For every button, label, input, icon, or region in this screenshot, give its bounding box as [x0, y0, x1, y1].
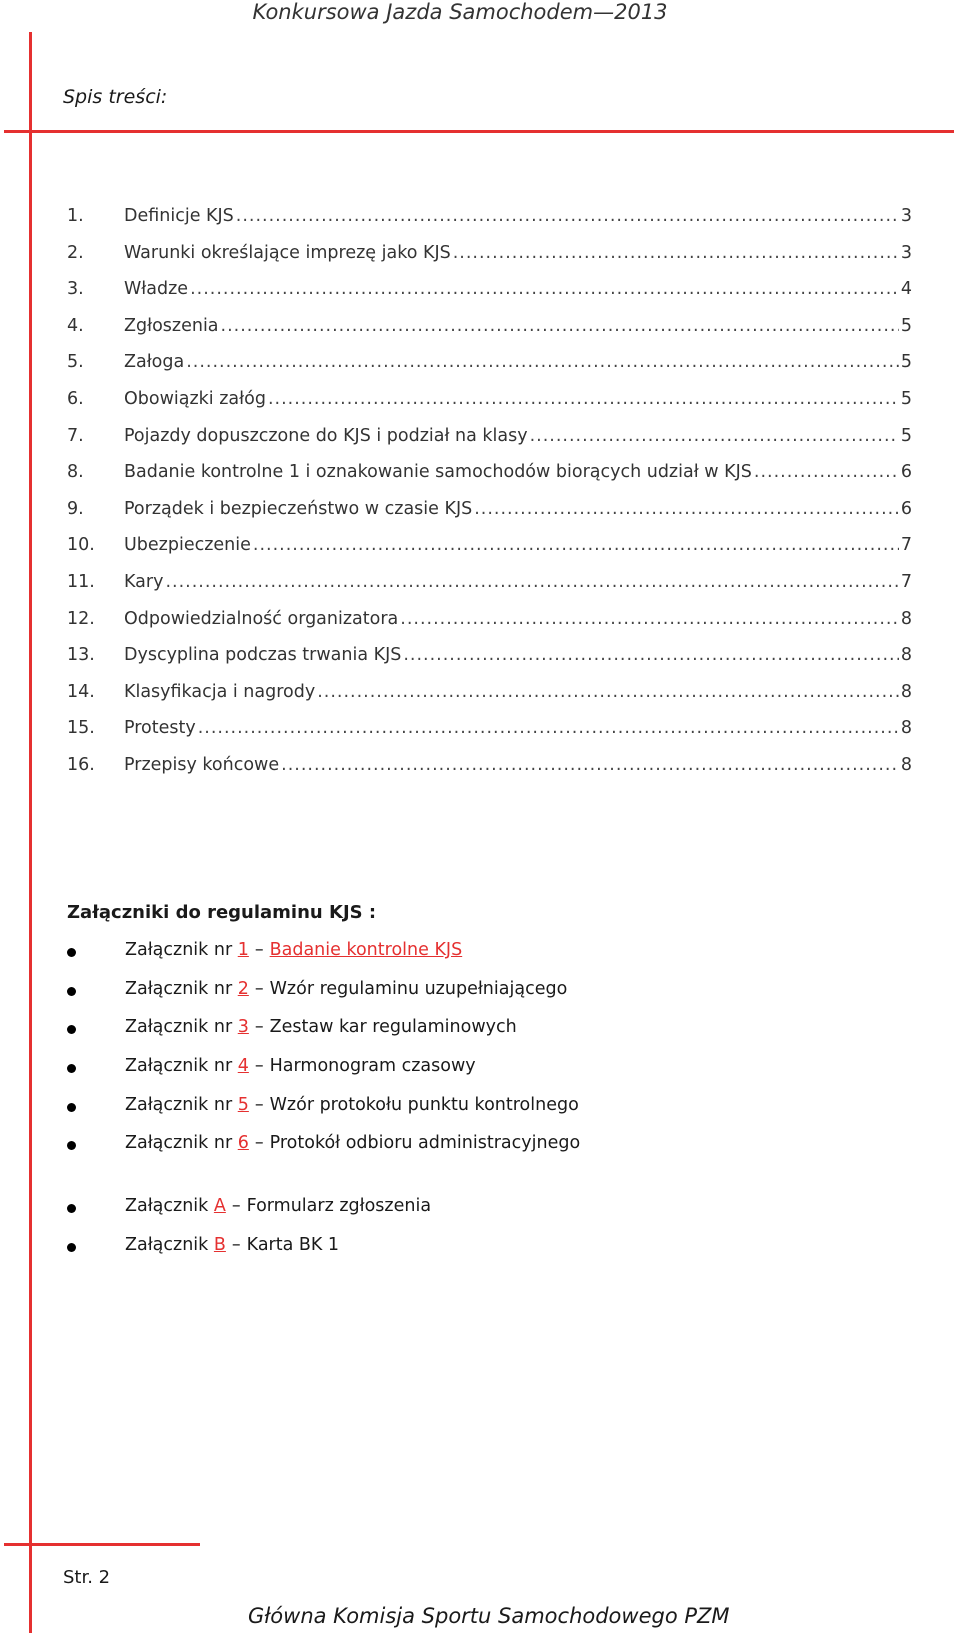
attachment-dash: – — [254, 978, 264, 999]
attachment-prefix: Załącznik nr — [125, 1133, 233, 1154]
toc-leader — [474, 499, 899, 519]
toc-leader — [253, 535, 899, 555]
toc-page: 7 — [900, 571, 912, 592]
attachment-prefix: Załącznik nr — [125, 1094, 233, 1115]
toc-text: Kary — [124, 571, 164, 592]
bullet-icon — [67, 1064, 76, 1073]
attachment-item — [67, 1095, 927, 1134]
toc-entry[interactable] — [67, 316, 912, 353]
margin-rule-vertical — [29, 32, 32, 1633]
toc-text: Protesty — [124, 718, 196, 739]
toc-text: Pojazdy dopuszczone do KJS i podział na klasy — [124, 425, 528, 446]
toc-leader — [165, 572, 898, 592]
toc-entry[interactable] — [67, 572, 912, 609]
toc-page: 6 — [900, 462, 912, 483]
attachment-prefix: Załącznik — [125, 1234, 209, 1255]
bullet-icon — [67, 987, 76, 996]
attachment-item — [67, 1196, 927, 1235]
attachment-item — [67, 979, 927, 1018]
toc-text: Załoga — [124, 352, 185, 373]
toc-entry[interactable] — [67, 279, 912, 316]
toc-number: 15. — [67, 718, 95, 739]
running-footer: Główna Komisja Sportu Samochodowego PZM — [248, 1604, 730, 1628]
attachment-text — [125, 940, 462, 960]
attachment-dash: – — [254, 940, 264, 960]
toc-leader — [281, 755, 899, 775]
attachment-text — [125, 1235, 339, 1255]
attachment-link[interactable]: 4 — [237, 1056, 249, 1077]
attachment-desc: Protokół odbioru administracyjnego — [269, 1133, 581, 1154]
toc-leader — [530, 426, 899, 446]
toc-entry[interactable] — [67, 352, 912, 389]
toc-entry[interactable] — [67, 243, 912, 280]
toc-number: 5. — [67, 352, 84, 373]
attachment-link[interactable]: 6 — [237, 1133, 249, 1154]
toc-page: 8 — [900, 718, 912, 739]
toc-number: 4. — [67, 315, 84, 336]
toc-text: Badanie kontrolne 1 i oznakowanie samochodów biorących udział w KJS — [124, 462, 752, 483]
attachment-link[interactable]: 1 — [237, 940, 249, 960]
toc-page: 4 — [900, 279, 912, 300]
toc-text: Dyscyplina podczas trwania KJS — [124, 645, 402, 666]
attachment-link[interactable]: 2 — [237, 978, 249, 999]
toc-page: 5 — [900, 315, 912, 336]
toc-text: Odpowiedzialność organizatora — [124, 608, 399, 629]
toc-number: 11. — [67, 571, 95, 592]
bullet-icon — [67, 1103, 76, 1112]
toc-leader — [198, 718, 899, 738]
attachment-desc: Wzór protokołu punktu kontrolnego — [269, 1094, 579, 1115]
toc-text: Władze — [124, 279, 189, 300]
toc-leader — [754, 462, 899, 482]
attachment-desc: Wzór regulaminu uzupełniającego — [269, 978, 568, 999]
bullet-icon — [67, 1243, 76, 1252]
attachment-desc: Formularz zgłoszenia — [246, 1196, 432, 1216]
toc-entry[interactable] — [67, 426, 912, 463]
toc-page: 7 — [900, 535, 912, 556]
toc-leader — [317, 682, 899, 702]
attachment-dash: – — [254, 1094, 264, 1115]
toc-number: 6. — [67, 388, 84, 409]
attachment-link[interactable]: 5 — [237, 1094, 249, 1115]
attachment-text — [125, 1017, 517, 1037]
attachment-link[interactable]: 3 — [237, 1017, 249, 1038]
attachments-extra-list — [67, 1196, 927, 1273]
toc-page: 6 — [900, 498, 912, 519]
toc-leader — [400, 609, 899, 629]
toc-number: 9. — [67, 498, 84, 519]
attachment-prefix: Załącznik — [125, 1196, 209, 1216]
attachment-text — [125, 1133, 580, 1153]
attachments-title: Załączniki do regulaminu KJS : — [67, 902, 377, 923]
toc-entry[interactable] — [67, 755, 912, 792]
toc-number: 13. — [67, 645, 95, 666]
attachment-text — [125, 1056, 476, 1076]
page-number: Str. 2 — [63, 1567, 111, 1588]
attachment-prefix: Załącznik nr — [125, 1056, 233, 1077]
toc-text: Ubezpieczenie — [124, 535, 251, 556]
attachment-desc: Harmonogram czasowy — [269, 1056, 476, 1077]
toc-number: 8. — [67, 462, 84, 483]
attachment-dash: – — [231, 1234, 241, 1255]
attachment-text — [125, 1095, 579, 1115]
bullet-icon — [67, 1141, 76, 1150]
toc-text: Przepisy końcowe — [124, 754, 280, 775]
toc-page: 8 — [900, 681, 912, 702]
toc-text: Zgłoszenia — [124, 315, 219, 336]
toc-text: Obowiązki załóg — [124, 388, 266, 409]
attachment-dash: – — [231, 1196, 241, 1216]
attachment-item — [67, 1133, 927, 1172]
attachment-item — [67, 1056, 927, 1095]
toc-leader — [403, 645, 899, 665]
attachment-item — [67, 940, 927, 979]
toc-number: 7. — [67, 425, 84, 446]
toc-page: 8 — [900, 754, 912, 775]
toc-page: 5 — [900, 425, 912, 446]
toc-entry[interactable] — [67, 535, 912, 572]
toc-text: Warunki określające imprezę jako KJS — [124, 242, 451, 263]
bullet-icon — [67, 1025, 76, 1034]
toc-leader — [221, 316, 899, 336]
toc-entry[interactable] — [67, 499, 912, 536]
toc-number: 3. — [67, 279, 84, 300]
attachment-dash: – — [254, 1056, 264, 1077]
attachment-prefix: Załącznik nr — [125, 978, 233, 999]
bullet-icon — [67, 948, 76, 957]
toc-leader — [190, 279, 899, 299]
toc-page: 8 — [900, 645, 912, 666]
attachment-text — [125, 979, 567, 999]
attachment-link[interactable]: A — [213, 1196, 226, 1216]
attachment-item — [67, 1235, 927, 1274]
toc-leader — [186, 352, 899, 372]
toc-number: 2. — [67, 242, 84, 263]
toc-entry[interactable] — [67, 389, 912, 426]
toc-page: 5 — [900, 388, 912, 409]
toc-page: 3 — [900, 206, 912, 226]
toc-number: 14. — [67, 681, 95, 702]
toc-leader — [236, 206, 899, 226]
attachment-desc-link[interactable]: Badanie kontrolne KJS — [269, 940, 463, 960]
attachment-prefix: Załącznik nr — [125, 940, 233, 960]
table-of-contents — [67, 206, 912, 792]
toc-page: 3 — [900, 242, 912, 263]
attachment-dash: – — [254, 1017, 264, 1038]
toc-entry[interactable] — [67, 206, 912, 243]
toc-text: Definicje KJS — [124, 206, 234, 226]
header-rule — [4, 130, 954, 133]
toc-leader — [268, 389, 899, 409]
toc-number: 10. — [67, 535, 95, 556]
attachment-desc: Zestaw kar regulaminowych — [269, 1017, 517, 1038]
toc-entry[interactable] — [67, 462, 912, 499]
attachment-item — [67, 1017, 927, 1056]
toc-page: 5 — [900, 352, 912, 373]
attachment-prefix: Załącznik nr — [125, 1017, 233, 1038]
toc-title: Spis treści: — [63, 86, 168, 108]
toc-leader — [453, 243, 899, 263]
attachment-text — [125, 1196, 431, 1216]
attachment-dash: – — [254, 1133, 264, 1154]
toc-entry[interactable] — [67, 609, 912, 646]
bullet-icon — [67, 1204, 76, 1213]
toc-number: 12. — [67, 608, 95, 629]
attachment-desc: Karta BK 1 — [246, 1234, 340, 1255]
toc-page: 8 — [900, 608, 912, 629]
running-header: Konkursowa Jazda Samochodem—2013 — [252, 0, 668, 24]
toc-entry[interactable] — [67, 682, 912, 719]
toc-number: 16. — [67, 754, 95, 775]
toc-text: Klasyfikacja i nagrody — [124, 681, 316, 702]
footer-rule — [4, 1543, 200, 1546]
attachment-link[interactable]: B — [213, 1234, 226, 1255]
toc-entry[interactable] — [67, 645, 912, 682]
toc-number: 1. — [67, 206, 84, 226]
toc-entry[interactable] — [67, 718, 912, 755]
toc-text: Porządek i bezpieczeństwo w czasie KJS — [124, 498, 473, 519]
attachments-list — [67, 940, 927, 1172]
